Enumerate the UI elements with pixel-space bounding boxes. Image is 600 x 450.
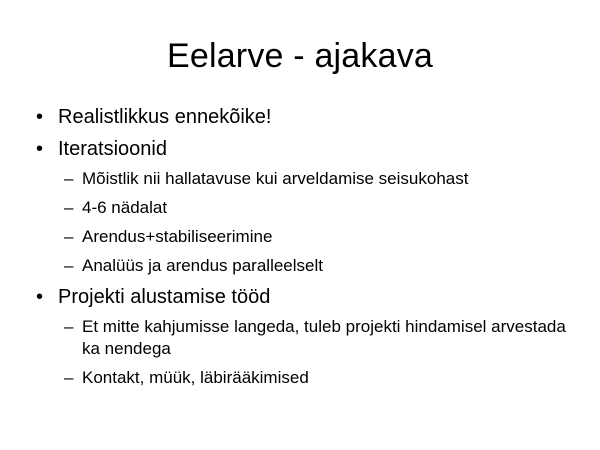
dash-icon: – xyxy=(64,198,74,217)
bullet-text: Projekti alustamise tööd xyxy=(58,286,271,308)
bullet-text: Realistlikkus ennekõike! xyxy=(58,106,272,128)
bullet-item xyxy=(36,104,576,130)
bullet-dot-icon: • xyxy=(36,138,44,160)
bullet-dot-icon: • xyxy=(36,286,44,308)
sub-bullet-item xyxy=(36,226,576,248)
dash-icon: – xyxy=(64,368,74,387)
slide-body xyxy=(36,104,576,396)
sub-bullet-item xyxy=(36,316,576,360)
sub-bullet-text: Arendus+stabiliseerimine xyxy=(82,227,273,246)
sub-bullet-text: 4-6 nädalat xyxy=(82,198,168,217)
sub-bullet-item xyxy=(36,367,576,389)
bullet-item xyxy=(36,136,576,162)
slide-title: Eelarve - ajakava xyxy=(166,37,434,75)
dash-icon: – xyxy=(64,227,74,246)
sub-bullet-item xyxy=(36,197,576,219)
bullet-dot-icon: • xyxy=(36,106,44,128)
sub-bullet-item xyxy=(36,255,576,277)
dash-icon: – xyxy=(64,317,74,336)
dash-icon: – xyxy=(64,256,74,275)
bullet-item xyxy=(36,284,576,310)
sub-bullet-text: Mõistlik nii hallatavuse kui arveldamise seisukohast xyxy=(82,169,469,188)
sub-bullet-item xyxy=(36,168,576,190)
sub-bullet-text: Kontakt, müük, läbirääkimised xyxy=(82,368,309,387)
bullet-text: Iteratsioonid xyxy=(58,138,167,160)
dash-icon: – xyxy=(64,169,74,188)
sub-bullet-text: Analüüs ja arendus paralleelselt xyxy=(82,256,323,275)
sub-bullet-text: Et mitte kahjumisse langeda, tuleb projekti hindamisel arvestada ka nendega xyxy=(82,317,566,358)
